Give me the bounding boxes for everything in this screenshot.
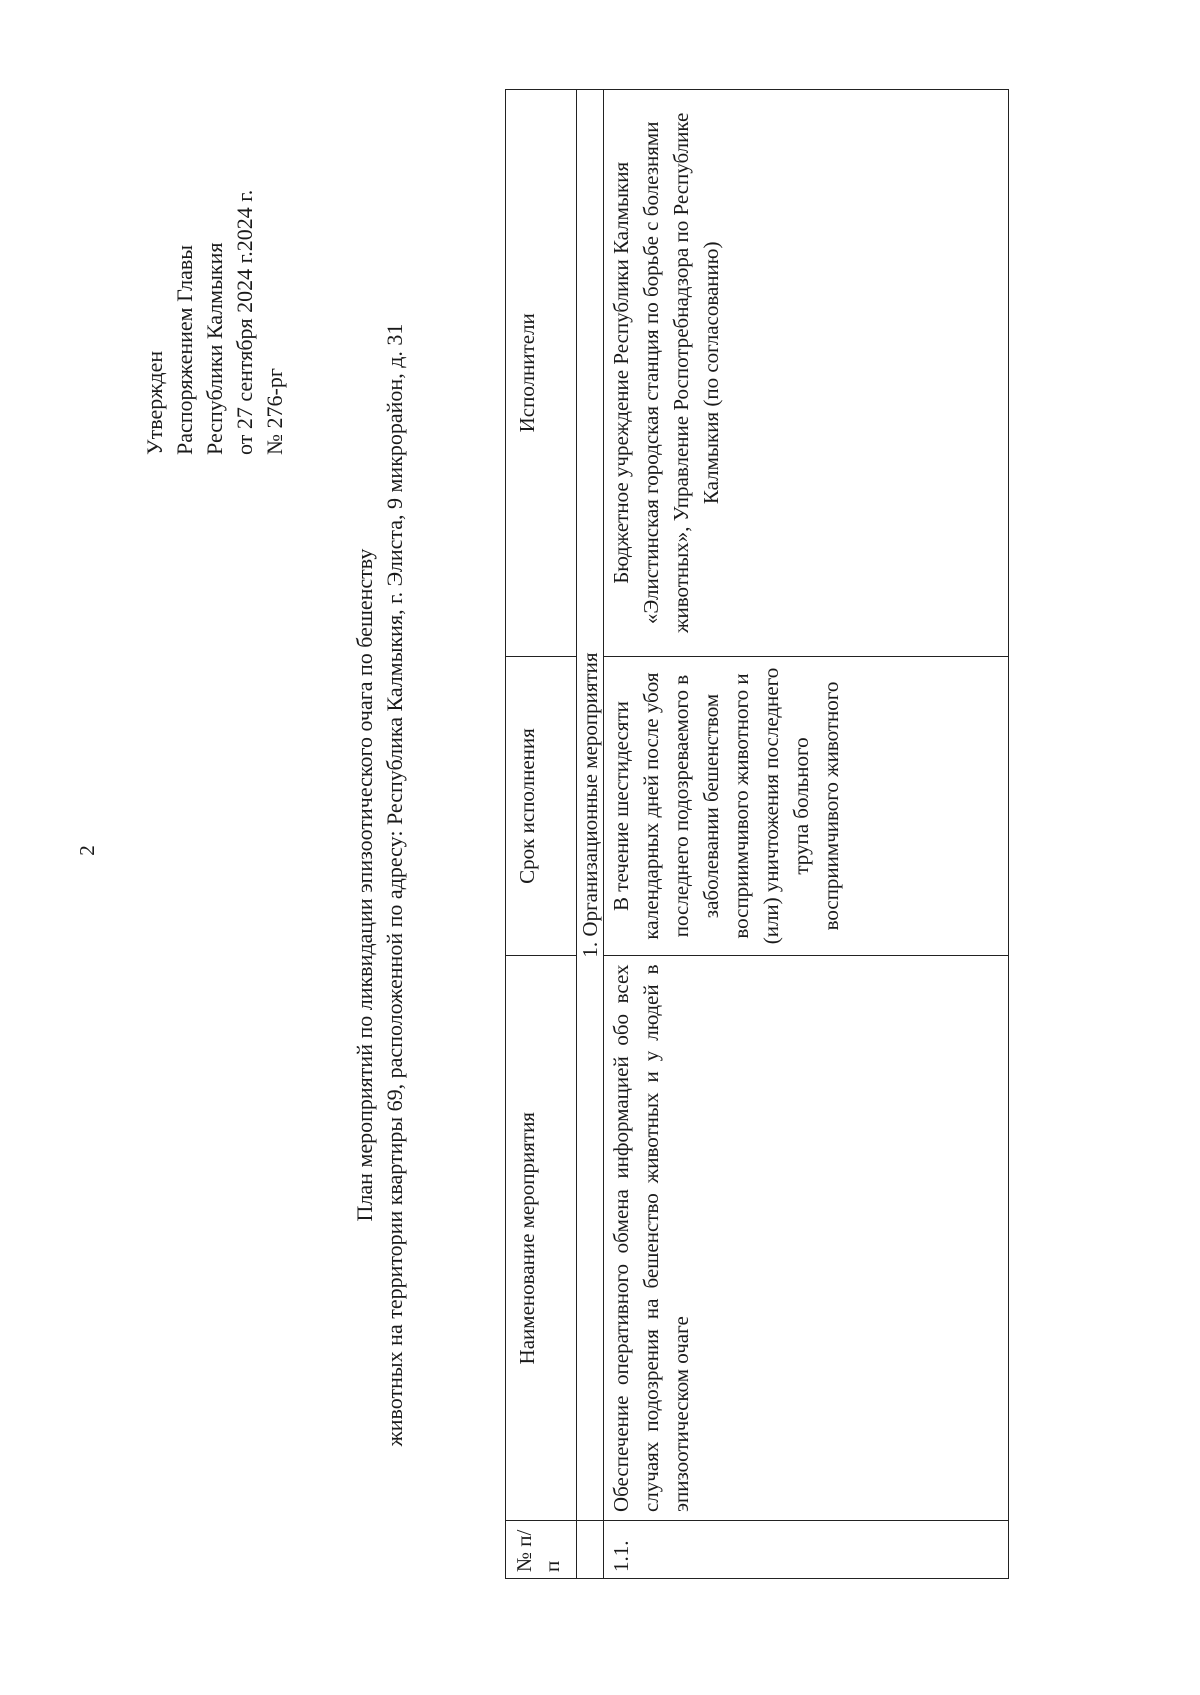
header-term: Срок исполнения: [506, 656, 577, 956]
plan-title-line-1: План мероприятий по ликвидации эпизоотического очага по бешенству: [352, 548, 377, 1222]
plan-title: [350, 75, 410, 1695]
approval-line: Утвержден: [142, 350, 167, 455]
header-num: № п/п: [506, 1521, 577, 1579]
section-num-cell: [577, 1521, 604, 1579]
section-row: [577, 90, 604, 1579]
approval-line: Республики Калмыкия: [202, 242, 227, 455]
section-title: 1. Организационные мероприятия: [577, 90, 604, 1521]
page-number: 2: [74, 845, 99, 856]
plan-table: [505, 89, 1009, 1579]
row-name: Обеспечение оперативного обмена информацией обо всех случаях подозрения на бешенство животных и у людей в эпизоотическом очаге: [604, 956, 1009, 1521]
table-row: [604, 90, 1009, 1579]
plan-title-line-2: животных на территории квартиры 69, расположенной по адресу: Республика Калмыкия, г. Элиста, 9 микрорайон, д. 31: [382, 323, 407, 1447]
header-executors: Исполнители: [506, 90, 577, 657]
row-executors: Бюджетное учреждение Республики Калмыкия «Элистинская городская станция по борьбе с болезнями животных», Управление Роспотребнадзора по Республике Калмыкия (по согласованию): [604, 90, 1009, 657]
header-name: Наименование мероприятия: [506, 956, 577, 1521]
approval-line: № 276-рг: [262, 368, 287, 455]
row-num: 1.1.: [604, 1521, 1009, 1579]
approval-line: Распоряжением Главы: [172, 244, 197, 455]
row-term: В течение шестидесяти календарных дней после убоя последнего подозреваемого в заболевании бешенством восприимчивого животного и (или) уничтожения последнего трупа больного восприимчивого животного: [604, 656, 1009, 956]
approval-line: от 27 сентября 2024 г.2024 г.: [232, 189, 257, 455]
approval-stamp: [140, 190, 290, 455]
table-header-row: [506, 90, 577, 1579]
